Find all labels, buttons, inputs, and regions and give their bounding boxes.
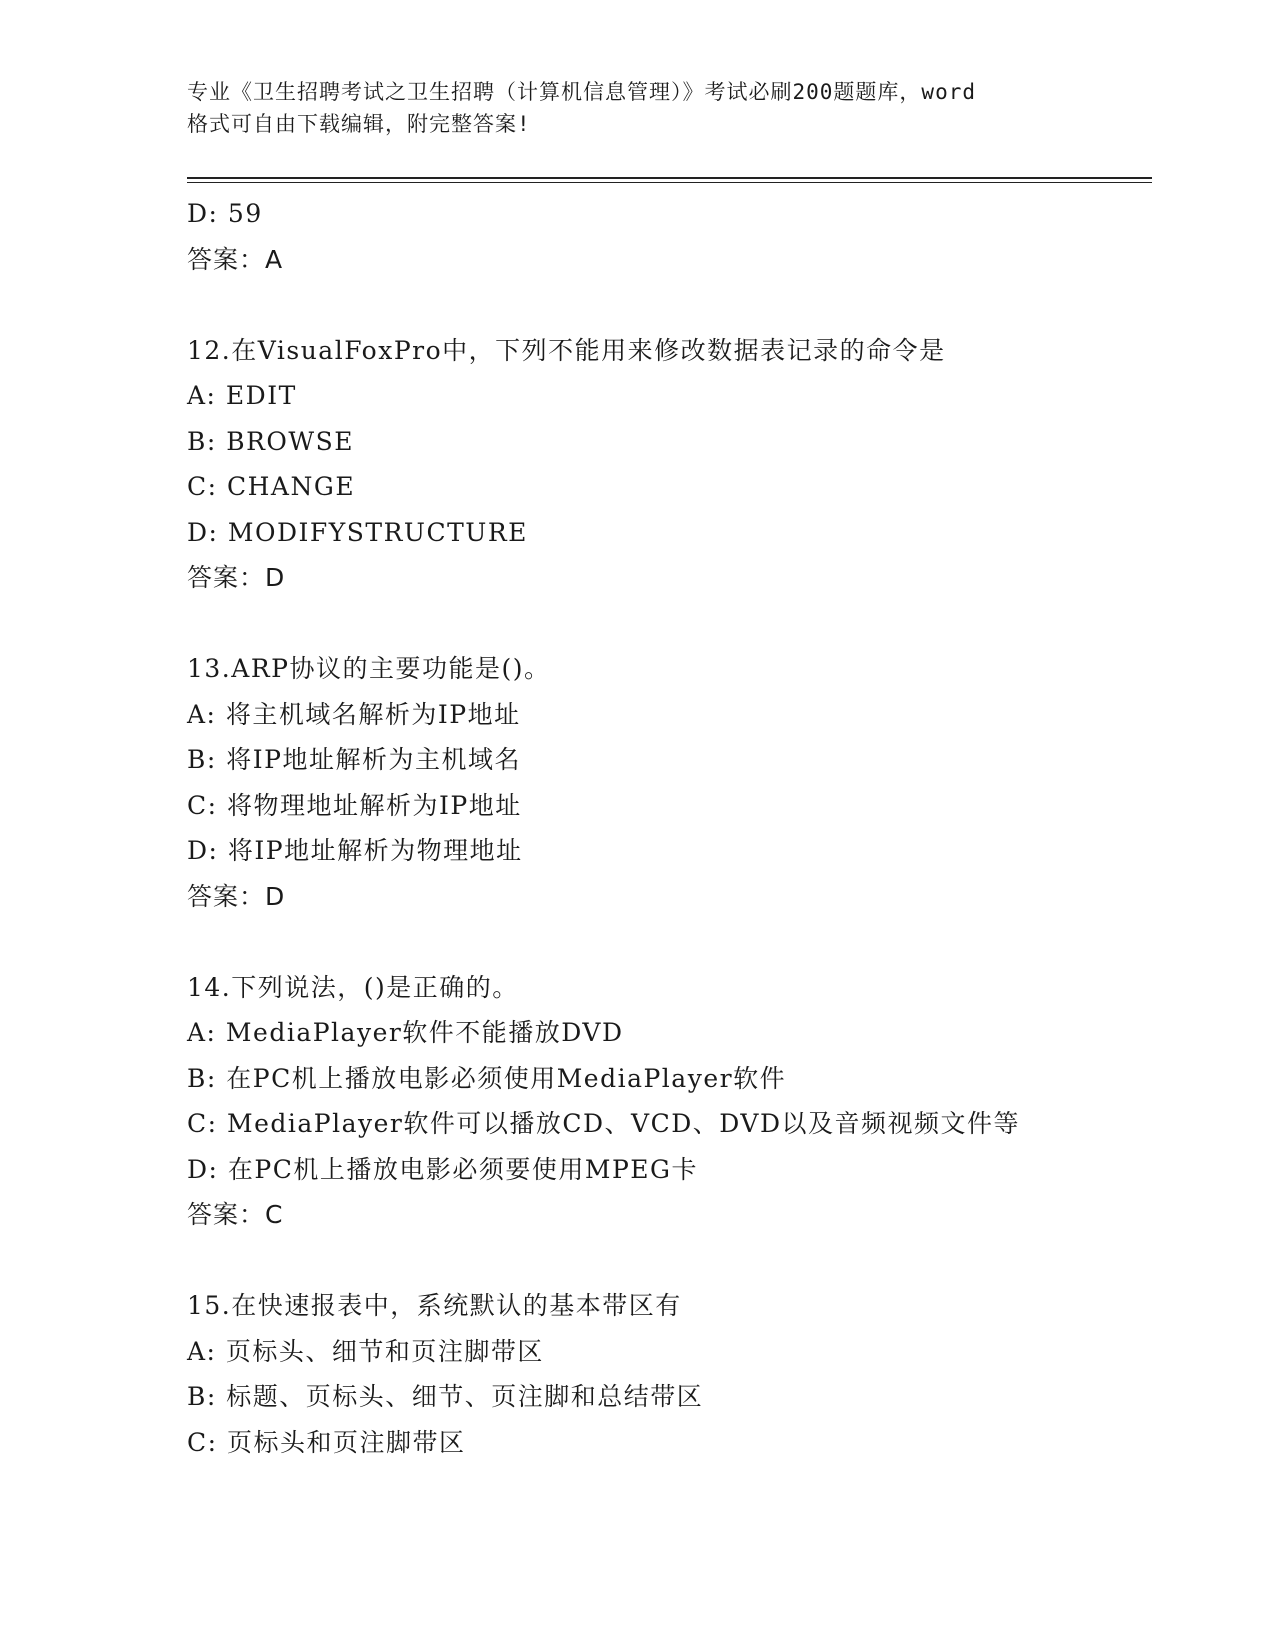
option-d: D: 将IP地址解析为物理地址 xyxy=(187,836,523,865)
option-d: D: MODIFYSTRUCTURE xyxy=(187,517,528,547)
question-stem: 12.在VisualFoxPro中，下列不能用来修改数据表记录的命令是 xyxy=(187,335,946,365)
option-d: D: 在PC机上播放电影必须要使用MPEG卡 xyxy=(187,1154,699,1184)
question-stem: 15.在快速报表中，系统默认的基本带区有 xyxy=(187,1291,682,1320)
spacer xyxy=(187,1238,1147,1284)
question-12 xyxy=(187,328,1147,601)
option-b: B: BROWSE xyxy=(187,426,355,456)
option-d: D: 59 xyxy=(187,199,263,228)
option-b: B: 将IP地址解析为主机域名 xyxy=(187,745,521,774)
option-c: C: 页标头和页注脚带区 xyxy=(187,1427,466,1457)
answer: 答案：D xyxy=(187,563,286,592)
answer: 答案：A xyxy=(187,244,284,274)
question-list xyxy=(187,191,1147,1465)
header-rule-thick xyxy=(187,177,1152,179)
option-b: B: 标题、页标头、细节、页注脚和总结带区 xyxy=(187,1382,704,1411)
spacer xyxy=(187,282,1147,328)
option-b: B: 在PC机上播放电影必须使用MediaPlayer软件 xyxy=(187,1063,787,1093)
question-stem: 14.下列说法，()是正确的。 xyxy=(187,972,519,1002)
header-line-1: 专业《卫生招聘考试之卫生招聘（计算机信息管理）》考试必刷200题题库，word xyxy=(187,80,976,104)
option-a: A: EDIT xyxy=(187,381,297,410)
question-13 xyxy=(187,646,1147,919)
spacer xyxy=(187,919,1147,965)
option-a: A: 将主机域名解析为IP地址 xyxy=(187,699,521,729)
question-15 xyxy=(187,1283,1147,1465)
header-line-2: 格式可自由下载编辑，附完整答案! xyxy=(187,112,531,136)
question-14 xyxy=(187,965,1147,1238)
option-c: C: 将物理地址解析为IP地址 xyxy=(187,790,522,820)
option-c: C: CHANGE xyxy=(187,472,356,501)
option-a: A: 页标头、细节和页注脚带区 xyxy=(187,1336,544,1366)
spacer xyxy=(187,601,1147,647)
question-stem: 13.ARP协议的主要功能是()。 xyxy=(187,654,551,683)
answer: 答案：C xyxy=(187,1200,284,1229)
option-c: C: MediaPlayer软件可以播放CD、VCD、DVD以及音频视频文件等 xyxy=(187,1109,1020,1138)
header-rule-thin xyxy=(187,182,1152,183)
page-header xyxy=(187,76,1087,140)
answer: 答案：D xyxy=(187,881,286,911)
option-a: A: MediaPlayer软件不能播放DVD xyxy=(187,1018,624,1047)
